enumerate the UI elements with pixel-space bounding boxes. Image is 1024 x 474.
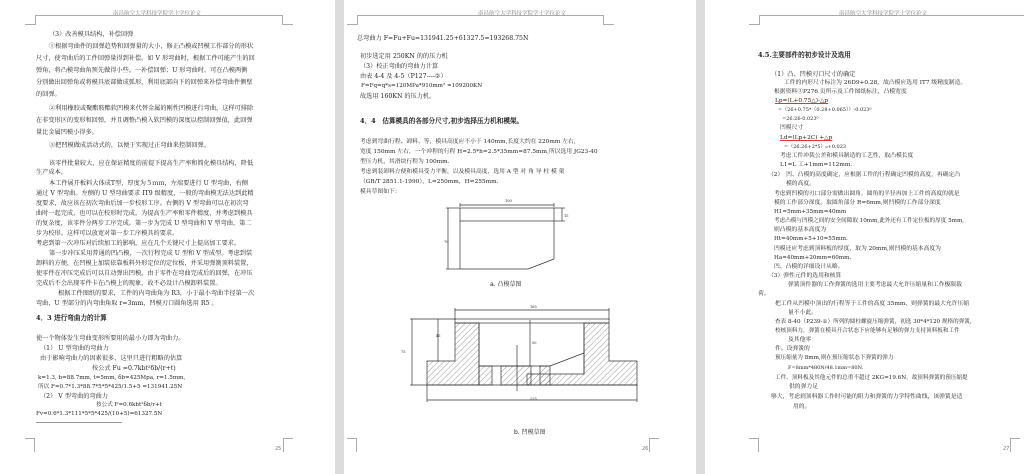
document-page-26 bbox=[344, 0, 696, 474]
formula-line: =（26+0.75*（0.28+0.065））-0.023⁰ bbox=[778, 107, 872, 113]
paragraph-line: 第一步冲压采用普通的凹凸模，一次行程完成 U 型和 V 型成型。考虑到装 bbox=[49, 250, 253, 257]
paragraph-line: 宽度 150mm 左右，一个冲程的行程 H=2.5*h=2.5*35mm=87.5mm,所以选用 JG23-40 bbox=[360, 149, 598, 155]
paragraph-line: 供的弹力足 bbox=[789, 384, 818, 390]
paragraph-line: 使零件在冲压完成后可以自动弹出凹模。由于零件在弯曲完成后的回弹，在冲压 bbox=[36, 270, 253, 277]
paragraph-line: 的复杂度，该零件分两步工序完成。第一步为完成 U 型弯曲和 V 型弯曲，第二 bbox=[36, 220, 252, 227]
paragraph-line: 度要求，故应该在初次弯曲后加一步校形工序。右侧的 V 型弯曲可以在初次弯 bbox=[36, 200, 249, 207]
paragraph-line: 本工件展开板料大体成T型，厚度为５ｍｍ，左端要进行 U 型弯曲，右侧 bbox=[49, 180, 248, 187]
paragraph-line: 型压力机，其滑块行程为 100mm. bbox=[360, 159, 450, 165]
paragraph-line: 弯曲，U 型部分的内弯曲角取 r=3mm，凹模刃口圆角选用 R5 。 bbox=[36, 300, 218, 307]
paragraph-line: 考虑到弯曲行程、卸料、等，模具高度应不小于 140mm,长度大约在 220mm 左右, bbox=[360, 139, 576, 145]
page-number: 25 bbox=[275, 446, 282, 452]
dimension-label: 45 bbox=[436, 334, 441, 338]
page-corner-mark bbox=[649, 438, 659, 452]
paragraph-line: 荷。 bbox=[758, 291, 770, 297]
punch-sketch-figure bbox=[404, 198, 604, 278]
formula-line: Lp=(L+0.75△)-△p bbox=[775, 98, 829, 104]
paragraph-line: 凹模尺寸 bbox=[780, 125, 804, 131]
paragraph-line: 用的。 bbox=[793, 404, 811, 410]
dimension-label: 100 bbox=[505, 199, 512, 203]
paragraph-line: 考虑到装卸料方便和模具受力平衡，以及模具高度，选用 A 型 对 角 导 柱 模 架 bbox=[360, 169, 565, 175]
paragraph-line: ③把凹模做成活动式的，以便于实现过正弯曲来控制回弹。 bbox=[49, 142, 210, 149]
formula-line: Ht=40mm+5+10=55mm. bbox=[774, 236, 848, 242]
paragraph-line: 由于影响弯曲力的因素很多，这里只进行粗略的估算 bbox=[40, 355, 183, 362]
paragraph-line: （1） U 型弯曲的弯曲力 bbox=[40, 345, 109, 352]
header-rule bbox=[25, 24, 35, 25]
formula-line: 总弯曲力 F=Fu+Fu=131941.25+61327.5=193268.75N bbox=[357, 35, 529, 42]
paragraph-line: 量比金属凹模小得多。 bbox=[36, 129, 98, 136]
header-rule bbox=[283, 24, 293, 25]
paragraph-line: ①根据弯曲件的回弹趋势和回弹量的大小，修正凸模或凹模工作部分的形状 bbox=[49, 43, 254, 50]
paragraph-line: 考虑凸模与凹模之间的安全间隙取 10mm,此外还有工件定位板的厚度 5mm, bbox=[774, 218, 965, 224]
header-rule bbox=[759, 15, 1024, 25]
page-number: 26 bbox=[642, 446, 649, 452]
page-header: 南昌航空大学科技学院学士学位论文 bbox=[478, 11, 567, 17]
formula-line: 按公式 F=0.6kbt²δb/r+t bbox=[96, 402, 162, 408]
section-heading: 4.5.主要部件的初步设计及选用 bbox=[758, 51, 851, 59]
page-corner-mark bbox=[749, 438, 759, 452]
paragraph-line: 模的高度。 bbox=[786, 181, 815, 187]
paragraph-line: （1）凸、凹模刃口尺寸的确定 bbox=[771, 71, 856, 78]
paragraph-line: 故选用 160KN 的压力机。 bbox=[360, 93, 436, 100]
page-header: 南昌航空大学科技学院学士学位论文 bbox=[839, 11, 928, 17]
page-header: 南昌航空大学科技学院学士学位论文 bbox=[113, 11, 202, 17]
formula-line: =（26.26+2*5）₀+0.023 bbox=[784, 144, 847, 150]
paragraph-line: 及其他零 bbox=[788, 337, 812, 343]
paragraph-line: （2） 凹、凸模的高度确定，应根据工件的行程确定凹模的高度，再确定凸 bbox=[768, 172, 961, 178]
paragraph-line: 够大，考虑到顶料器工作时可能的阻力和弹簧的力学特性曲线，该弹簧是适 bbox=[771, 394, 963, 400]
page-corner-mark bbox=[25, 438, 35, 452]
figure-caption: a. 凸模草图 bbox=[490, 281, 522, 288]
header-rule bbox=[357, 15, 604, 25]
paragraph-line: 则凸模的基本高度为 bbox=[774, 227, 827, 233]
paragraph-line: 根据工件图纸的要求，工件的内弯曲角为 R3，小于最小弯曲半径第一次 bbox=[58, 290, 255, 297]
paragraph-line: （3）校正弯曲的弯曲力计算 bbox=[360, 63, 439, 70]
paragraph-line: 卸料的方便，在凹模上加装依靠板料外形定位的定位板，并采用弹簧顶料装置， bbox=[36, 260, 253, 267]
paragraph-line: 工件、顶料板及其他元件的总重不超过 2KG=19.6N，故顶料弹簧的预压缩提 bbox=[775, 375, 968, 381]
dimension-label: 70 bbox=[444, 240, 449, 244]
paragraph-line: 量不小此。 bbox=[788, 310, 817, 316]
paragraph-line: 完成后不会出现零件卡在凸模上的现象，故不必设计凸模卸料装置。 bbox=[36, 280, 222, 287]
page-corner-mark bbox=[283, 438, 293, 452]
document-page-25 bbox=[0, 0, 335, 474]
paragraph-line: 通过 V 型弯曲。左侧的 U 型弯曲要求 IT9 级精度，一般的弯曲模无法达到此精 bbox=[36, 190, 254, 197]
paragraph-line: 初步选定用 250KN 的的压力机 bbox=[360, 53, 448, 60]
paragraph-line: （2） V 型弯曲的弯曲力 bbox=[40, 393, 109, 400]
header-rule bbox=[347, 24, 357, 25]
formula-line: Fv=0.6*1.3*111*5*5*425/(10+5)=61327.5N bbox=[36, 411, 163, 417]
paragraph-line: 模具草图如下： bbox=[360, 189, 401, 195]
paragraph-line: 考虑工件冲裁公差和模具制造的工艺性，取凸模长度 bbox=[780, 153, 914, 159]
header-rule bbox=[749, 24, 759, 25]
dimension-label: 50 bbox=[532, 341, 537, 345]
dimension-label: 165 bbox=[530, 305, 537, 309]
formula-line: 按公式 Fu =0.7kbt²δb/(r+t) bbox=[92, 365, 176, 372]
page-corner-mark bbox=[347, 438, 357, 452]
dimension-label: 225 bbox=[530, 397, 537, 401]
page-gap bbox=[696, 0, 705, 474]
page-corner-mark bbox=[1010, 438, 1020, 452]
paragraph-line: 在非变形区的变形和回弹，并且调整凸模入软凹模的深度以控制回弹值，此回弹 bbox=[36, 117, 253, 124]
formula-line: F=8mm*480N/48.1mm=80N. bbox=[788, 365, 864, 371]
paragraph-line: 考虑到凹模的刃口部分需做出圆角，圆角的半径再加上工件的高度的就是 bbox=[774, 191, 960, 197]
paragraph-line: 弹角，将凸模弯曲角预先做得小些。一补偿回弹；U 形弯曲时，可在凸模两侧 bbox=[36, 67, 248, 74]
paragraph-line: 尺寸，使弯曲后的工件回弹量得到补偿。如 V 形弯曲时，根据工件可能产生的回 bbox=[36, 55, 255, 62]
paragraph-line: 工件的内形尺寸标注为 26D9+0.28，故凸模应选用 IT7 级精度制造。 bbox=[784, 80, 967, 86]
formula-line: L1=L 工+1mm=112mm. bbox=[780, 162, 853, 168]
header-rule bbox=[604, 24, 614, 25]
paragraph-line: （3）弹性元件的选用和核算 bbox=[768, 273, 842, 279]
formula-line: H1=5mm+35mm=40mm bbox=[774, 209, 847, 215]
paragraph-line: 把工件从凹模中顶出的行程等于工件的高度 35mm，则弹簧的最大允许压缩 bbox=[775, 301, 970, 307]
paragraph-line: 查表 8-40（P239-①）所列的圆柱螺旋压缩弹簧，初选 30*4*120 规格的弹簧， bbox=[775, 319, 976, 325]
paragraph-line: 由表 4-4 及 4-5（P127----②） bbox=[360, 73, 447, 80]
formula-line: 所以 F=0.7*1.3*88.7*5*5*425/1.5+5 =131941.25N bbox=[38, 384, 183, 390]
paragraph-line: 分别做出回弹角或将模具底部做成弧形，利用底部向下的回弹来补偿弯曲件侧壁 bbox=[36, 79, 253, 86]
paragraph-line: 的回弹。 bbox=[36, 91, 61, 98]
section-heading: 4．3 进行弯曲力的计算 bbox=[36, 314, 107, 322]
paragraph-line: 生产成本。 bbox=[36, 169, 67, 176]
page-number: 27 bbox=[1003, 446, 1010, 452]
paragraph-line: 凹模还应考虑到顶料板的厚度，取为 20mm,则凹模的基本高度为 bbox=[774, 246, 941, 252]
formula-line: Ha=40mm+20mm=60mm. bbox=[774, 255, 852, 261]
paragraph-line: 弹簧顶件器的工作弹簧的选用主要考虑最大允许压缩量和工作极限载 bbox=[788, 282, 962, 288]
figure-caption: b. 凹模草图 bbox=[514, 429, 546, 436]
paragraph-line: 预压缩量为 8mm,则在预压缩状态下弹簧的弹力 bbox=[775, 355, 894, 361]
paragraph-line: 该零件批量较大，应在保证精度的前提下提高生产率和简化模具结构，降低 bbox=[49, 160, 254, 167]
formula-line: =26.26-0.023⁰ bbox=[782, 116, 819, 122]
paragraph-line: 考虑到第一次冲压对后续加工的影响，应在几个关键尺寸上提高加工要求。 bbox=[36, 240, 241, 247]
footnote-rule bbox=[36, 422, 122, 423]
paragraph-line: 凹、凸模的详细设计从略。 bbox=[774, 264, 844, 270]
paragraph-line: 使一个物体发生弯曲变形所要用的最小力即为弯曲力。 bbox=[36, 335, 185, 342]
paragraph-line: （GB/T 2851.1-1990），L=250mm，H=255mm. bbox=[360, 179, 499, 185]
paragraph-line: 件。设弹簧的 bbox=[775, 346, 810, 352]
paragraph-line: 根据资料③P276 页所示及工件图纸标注，凸模宽度 bbox=[774, 89, 907, 95]
paragraph-line: 校核顶料力，弹簧在模具开合状态下应能够有足够的弹力支持顶料板和工件 bbox=[775, 328, 960, 334]
paragraph-line: ②利用橡胶或聚酯胺酯软凹模来代替金属的刚性凹模进行弯曲，这样可排除 bbox=[49, 105, 254, 112]
page-gap bbox=[335, 0, 344, 474]
document-page-27 bbox=[705, 0, 1024, 474]
formula-line: F=Fq=q*s=120MPa*910mm² =109200KN bbox=[361, 83, 483, 89]
paragraph-line: 模的工作部分深度。取圆角部分 R=6mm,则凹模的工作部分深度 bbox=[774, 200, 941, 206]
paragraph-line: 步为校形。这样可以放宽对第一步工序模具的要求。 bbox=[36, 230, 179, 237]
dimension-label: 15 bbox=[564, 214, 569, 218]
formula-line: k=1.3, b=88.7mm, t=5mm, δb=425Mpa, r=1.5mm, bbox=[38, 375, 186, 381]
section-heading: 4．4 估算模具的各部分尺寸,初步选择压力机和模架。 bbox=[360, 117, 524, 125]
paragraph-line: （3）改善模具结构，补偿回弹 bbox=[49, 31, 134, 38]
dimension-label: 75 bbox=[401, 350, 406, 354]
paragraph-line: 曲时一起完成，也可以在校形时完成。为提高生产率和零件精度，并考虑到模具 bbox=[36, 210, 253, 217]
formula-line: Ld=(Lp+2C) +△p bbox=[780, 135, 833, 141]
die-sketch-figure bbox=[404, 305, 644, 410]
header-rule bbox=[35, 15, 283, 25]
